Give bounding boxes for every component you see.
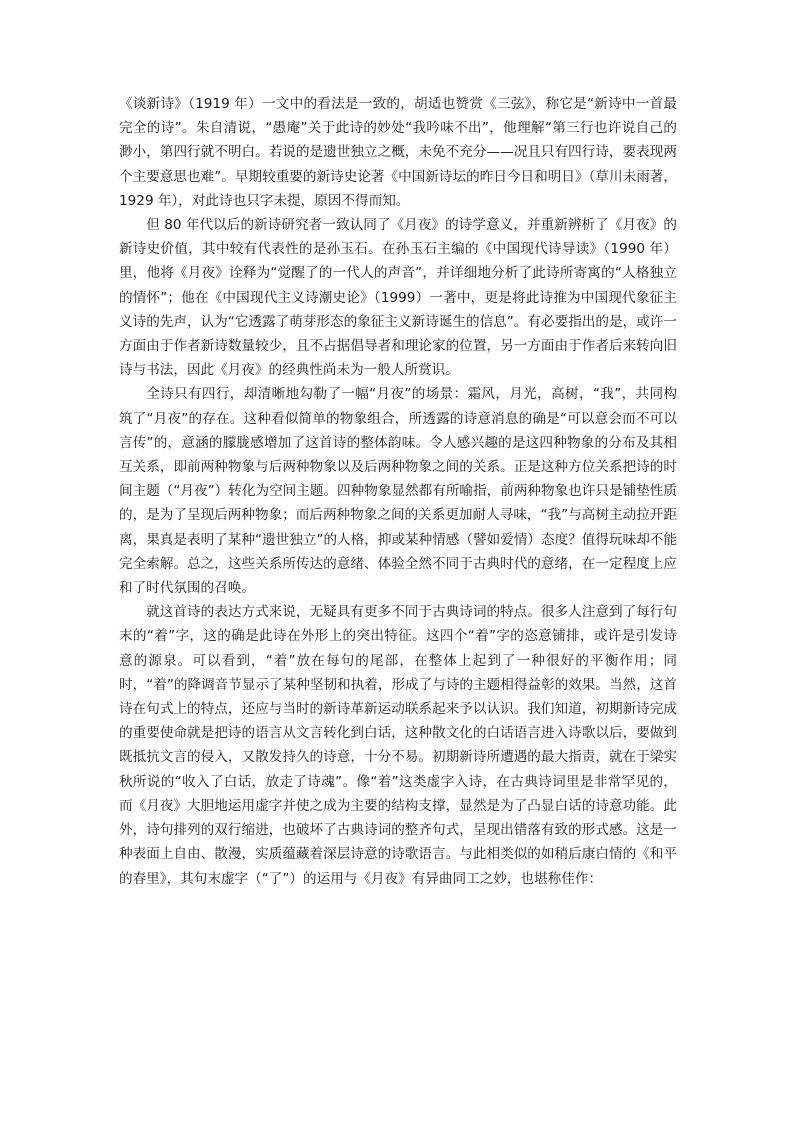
paragraph-3: 全诗只有四行，却清晰地勾勒了一幅“月夜”的场景：霜风，月光，高树，“我”，共同构筑了“月夜”的存在。这种看似简单的物象组合，所透露的诗意消息的确是“可以意会而不可以言传”的，意涵的朦胧感增加了这首诗的整体韵味。令人感兴趣的是这四种物象的分布及其相互关系，即前两种物象与后两种物象以及后两种物象之间的关系。正是这种方位关系把诗的时间主题（“月夜”）转化为空间主题。四种物象显然都有所喻指，前两种物象也许只是铺垫性质的，是为了呈现后两种物象；而后两种物象之间的关系更加耐人寻味，“我”与高树主动拉开距离，果真是表明了某种“遗世独立”的人格，抑或某种情感（譬如爱情）态度？值得玩味却不能完全索解。总之，这些关系所传达的意绪、体验全然不同于古典时代的意绪，在一定程度上应和了时代氛围的召唤。 [119,386,677,597]
document-body [119,92,677,891]
paragraph-4: 就这首诗的表达方式来说，无疑具有更多不同于古典诗词的特点。很多人注意到了每行句末的“着”字，这的确是此诗在外形上的突出特征。这四个“着”字的恣意铺排，或许是引发诗意的源泉。可以看到，“着”放在每句的尾部，在整体上起到了一种很好的平衡作用；同时，“着”的降调音节显示了某种坚韧和执着，形成了与诗的主题相得益彰的效果。当然，这首诗在句式上的特点，还应与当时的新诗革新运动联系起来予以认识。我们知道，初期新诗完成的重要使命就是把诗的语言从文言转化到白话，这种散文化的白话语言进入诗歌以后，要做到既抵抗文言的侵入，又散发持久的诗意，十分不易。初期新诗所遭遇的最大指责，就在于梁实秋所说的“收入了白话，放走了诗魂”。像“着”这类虚字入诗，在古典诗词里是非常罕见的，而《月夜》大胆地运用虚字并使之成为主要的结构支撑，显然是为了凸显白话的诗意功能。此外，诗句排列的双行缩进，也破坏了古典诗词的整齐句式，呈现出错落有致的形式感。这是一种表面上自由、散漫，实质蕴藏着深层诗意的诗歌语言。与此相类似的如稍后康白情的《和平的春里》，其句末虚字（“了”）的运用与《月夜》有异曲同工之妙，也堪称佳作： [119,604,677,887]
paragraph-2: 但 80 年代以后的新诗研究者一致认同了《月夜》的诗学意义，并重新辨析了《月夜》的新诗史价值，其中较有代表性的是孙玉石。在孙玉石主编的《中国现代诗导读》（1990 年）里，他将《月夜》诠释为“觉醒了的一代人的声音”，并详细地分析了此诗所寄寓的“人格独立的情怀”；他在《中国现代主义诗潮史论》（1999）一著中，更是将此诗推为中国现代象征主义诗的先声，认为“它透露了萌芽形态的象征主义新诗诞生的信息”。有必要指出的是，或许一方面由于作者新诗数量较少，且不占据倡导者和理论家的位置，另一方面由于作者后来转向旧诗与书法，因此《月夜》的经典性尚未为一般人所赏识。 [119,217,677,379]
paragraph-1: 《谈新诗》（1919 年）一文中的看法是一致的，胡适也赞赏《三弦》，称它是“新诗中一首最完全的诗”。朱自清说，“愚庵”关于此诗的妙处“我吟味不出”，他理解“第三行也许说自己的渺小，第四行就不明白。若说的是遗世独立之概，未免不充分——况且只有四行诗，要表现两个主要意思也难”。早期较重要的新诗史论著《中国新诗坛的昨日今日和明日》（草川未雨著，1929 年），对此诗也只字未提，原因不得而知。 [119,96,677,209]
